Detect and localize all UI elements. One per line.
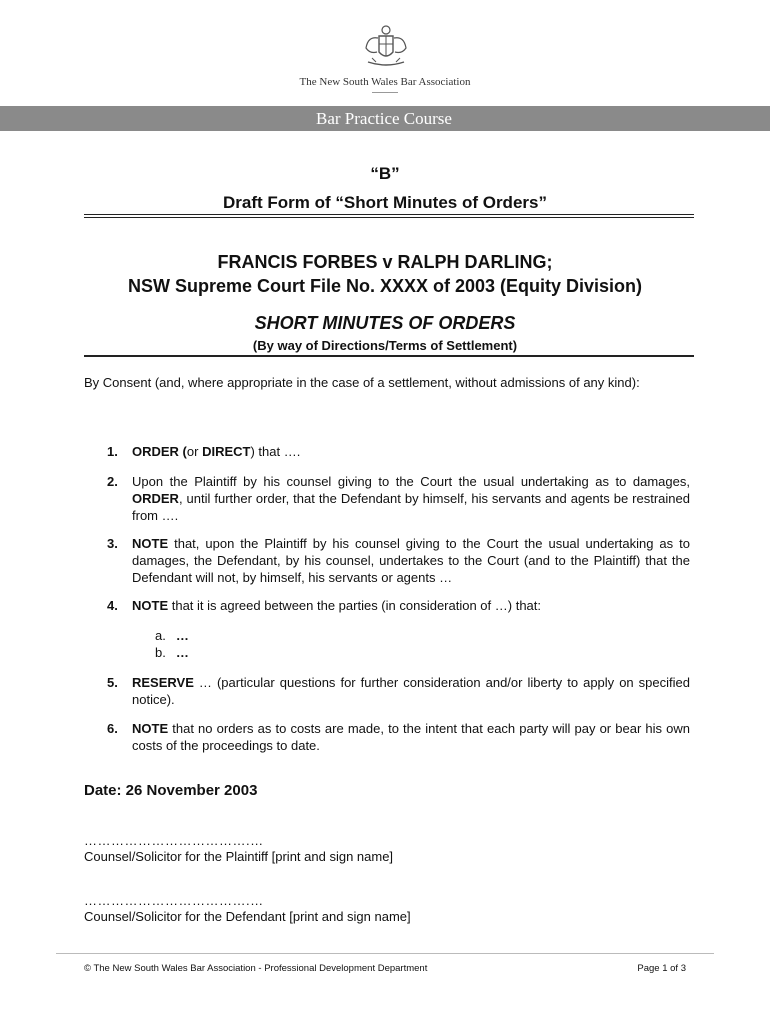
item-text: Upon the Plaintiff by his counsel giving to the Court the usual undertaking as to damages, — [132, 474, 690, 489]
plaintiff-signature-label: Counsel/Solicitor for the Plaintiff [print and sign name] — [84, 849, 394, 864]
banner-title: Bar Practice Course — [316, 109, 452, 128]
divider — [372, 92, 398, 93]
item-text: ) that …. — [250, 444, 301, 459]
sub-item-text: … — [175, 645, 189, 660]
item-number: 1. — [107, 444, 118, 459]
order-item — [84, 720, 690, 754]
keyword: NOTE — [132, 721, 169, 736]
sub-item-letter: b. — [155, 645, 166, 660]
page-number: Page 1 of 3 — [637, 963, 686, 974]
item-number: 5. — [107, 675, 118, 690]
subheading: (By way of Directions/Terms of Settlement) — [252, 338, 518, 353]
sub-item — [155, 628, 189, 643]
signature-line: ……………………………….… — [84, 833, 264, 848]
short-minutes-heading: SHORT MINUTES OF ORDERS — [254, 313, 516, 333]
annexure-letter: “B” — [370, 164, 400, 183]
item-number: 6. — [107, 721, 118, 736]
item-text: that it is agreed between the parties (in consideration of …) that: — [168, 598, 541, 613]
consent-paragraph: By Consent (and, where appropriate in the case of a settlement, without admissions of any kind): — [84, 375, 640, 390]
divider — [84, 355, 694, 357]
order-item — [84, 535, 690, 586]
signature-line: ……………………………….… — [84, 893, 264, 908]
sub-item — [155, 645, 189, 660]
item-text: or — [186, 444, 203, 459]
item-text: that, upon the Plaintiff by his counsel giving to the Court the usual undertaking as to damages, the Defendant, by his counsel, undertakes to the Court (and to the Plaintiff) that the Defendant will not, by himself, his servants or agents … — [132, 536, 690, 585]
item-text: that no orders as to costs are made, to the intent that each party will pay or bear his own costs of the proceedings to date. — [132, 721, 690, 753]
course-banner — [0, 106, 770, 131]
defendant-signature-label: Counsel/Solicitor for the Defendant [print and sign name] — [84, 909, 411, 924]
item-text: … (particular questions for further consideration and/or liberty to apply on specified notice). — [132, 675, 690, 707]
item-number: 3. — [107, 536, 118, 551]
keyword: NOTE — [132, 536, 169, 551]
item-number: 4. — [107, 598, 118, 613]
divider — [84, 217, 694, 218]
keyword: ORDER ( — [132, 444, 187, 459]
court-file: NSW Supreme Court File No. XXXX of 2003 (Equity Division) — [127, 276, 643, 296]
keyword: RESERVE — [132, 675, 194, 690]
order-item — [84, 674, 690, 708]
footer-copyright: © The New South Wales Bar Association - Professional Development Department — [84, 963, 428, 974]
case-parties: FRANCIS FORBES v RALPH DARLING; — [217, 252, 553, 272]
association-name: The New South Wales Bar Association — [299, 76, 471, 88]
divider — [84, 214, 694, 215]
sub-item-letter: a. — [155, 628, 166, 643]
order-item — [84, 597, 690, 614]
coat-of-arms-logo — [360, 22, 412, 72]
order-item — [84, 443, 690, 460]
sub-item-text: … — [175, 628, 189, 643]
footer-divider — [56, 953, 714, 954]
keyword: DIRECT — [202, 444, 251, 459]
document-title: Draft Form of “Short Minutes of Orders” — [223, 193, 547, 212]
order-date: Date: 26 November 2003 — [84, 782, 258, 799]
item-number: 2. — [107, 474, 118, 489]
order-item — [84, 473, 690, 524]
item-text: , until further order, that the Defendant by himself, his servants and agents be restrained from …. — [132, 491, 690, 523]
keyword: ORDER — [132, 491, 179, 506]
keyword: NOTE — [132, 598, 169, 613]
